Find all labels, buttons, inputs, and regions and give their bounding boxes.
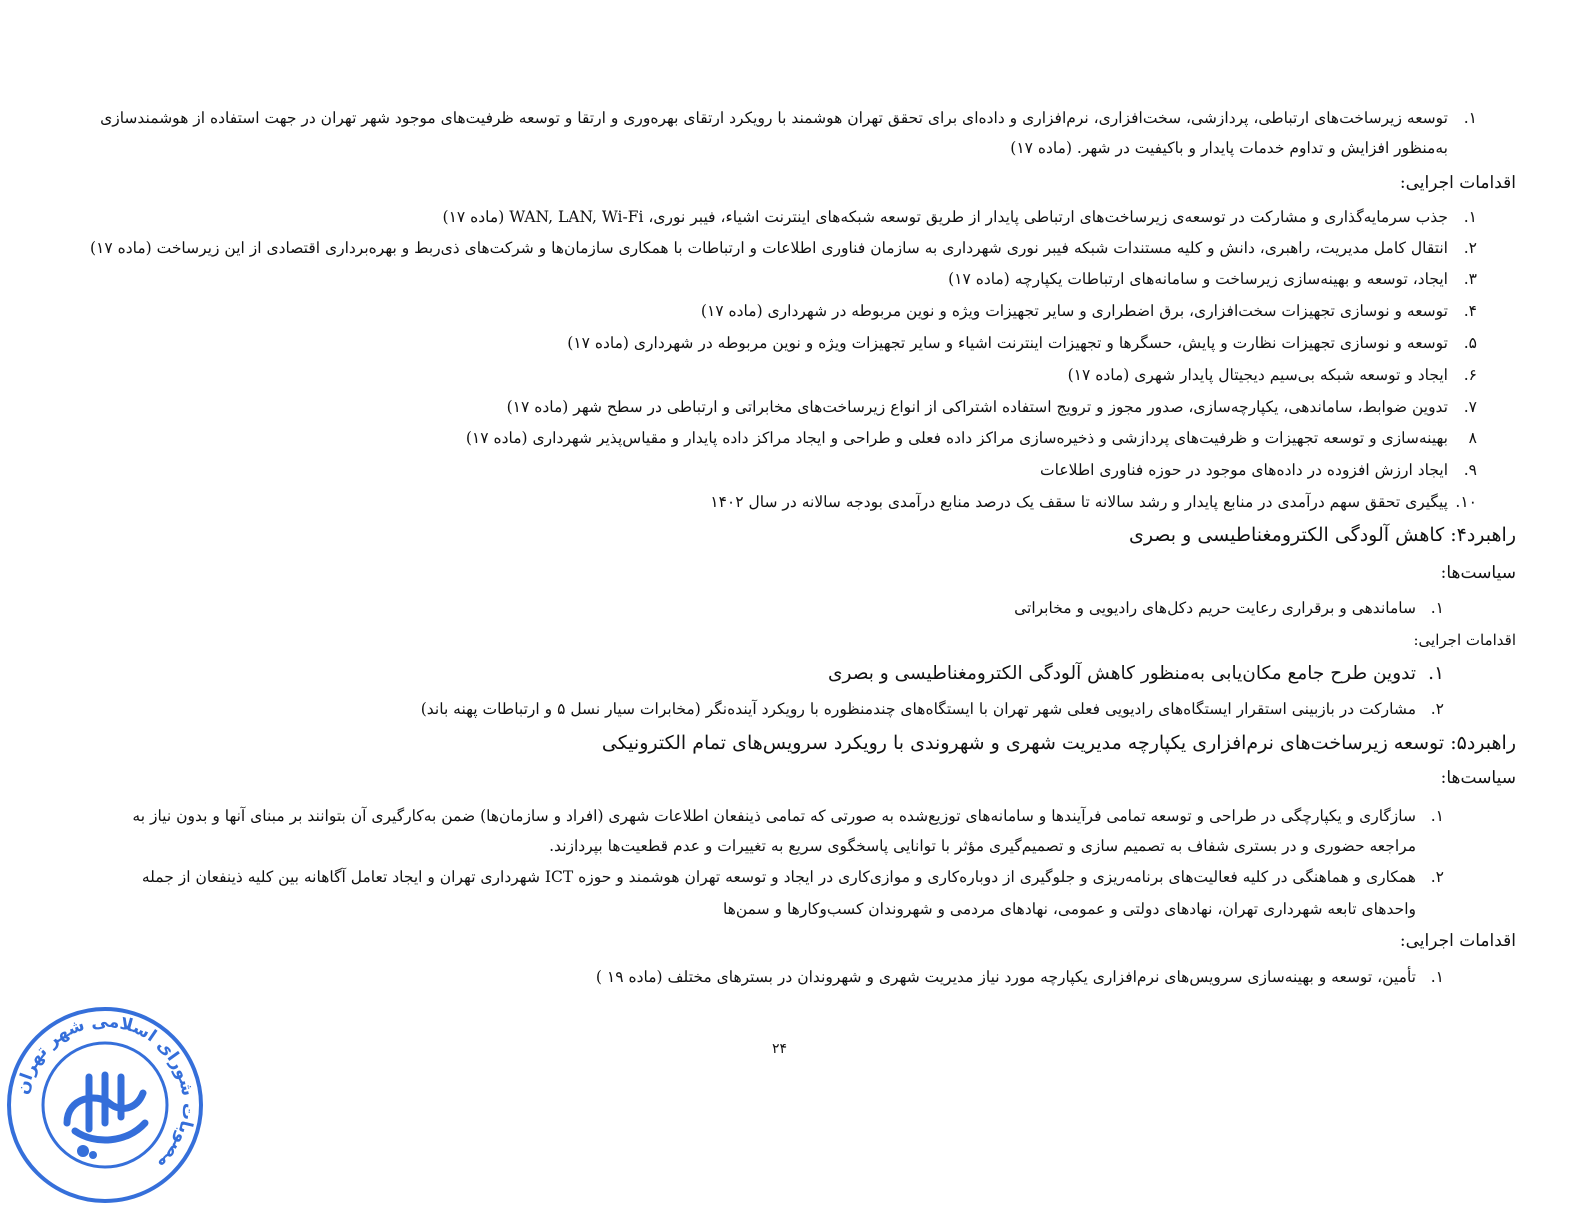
list-number: ۲.	[1430, 868, 1444, 886]
section-heading-policies: سیاست‌ها:	[1440, 563, 1516, 583]
list-number: ۸	[1468, 429, 1477, 447]
section-heading-actions: اقدامات اجرایی:	[1399, 173, 1516, 193]
list-item-text: سازگاری و یکپارچگی در طراحی و توسعه تمامی فرآیندها و سامانه‌های توزیع‌شده به صورتی که تمامی ذینفعان اطلاعات شهری (افراد و سازمان‌ها) ضمن به‌کارگیری آن بتوانند بر مبنای آنها و بدون نیاز به	[132, 807, 1416, 825]
list-number: ۱.	[1463, 109, 1477, 127]
list-item-text: توسعه و نوسازی تجهیزات نظارت و پایش، حسگرها و تجهیزات اینترنت اشیاء و سایر تجهیزات ویژه و نوین مربوطه در شهرداری (ماده ۱۷)	[567, 334, 1448, 352]
list-number: ۵.	[1463, 334, 1477, 352]
list-number: ۲.	[1430, 700, 1444, 718]
strategy-label: راهبرد۵:	[1450, 732, 1516, 754]
tehran-municipality-emblem-icon	[67, 1075, 145, 1140]
list-item-text: انتقال کامل مدیریت، راهبری، دانش و کلیه مستندات شبکه فیبر نوری شهرداری به سازمان فناوری اطلاعات و ارتباطات با همکاری سازمان‌ها و شرکت‌های ذی‌ربط و بهره‌برداری اقتصادی از این زیرساخت (ماده ۱۷)	[89, 239, 1448, 257]
page-number: ۲۴	[772, 1041, 788, 1057]
list-number: ۱.	[1428, 663, 1444, 684]
seal-text: مصوبات شورای اسلامی شهر تهران	[12, 1011, 199, 1174]
strategy-label: راهبرد۴:	[1450, 524, 1516, 546]
list-number: ۱.	[1430, 599, 1444, 617]
list-item-text: همکاری و هماهنگی در کلیه فعالیت‌های برنامه‌ریزی و جلوگیری از دوباره‌کاری و موازی‌کاری در ایجاد و توسعه تهران هوشمند و حوزه ICT شهرداری تهران و ایجاد تعامل آگاهانه بین کلیه ذینفعان از جمله	[141, 868, 1416, 886]
list-number: ۴.	[1463, 302, 1477, 320]
list-number: ۳.	[1463, 270, 1477, 288]
list-number: ۹.	[1463, 461, 1477, 479]
list-number: ۱.	[1430, 807, 1444, 825]
list-item-text: ایجاد، توسعه و بهینه‌سازی زیرساخت و سامانه‌های ارتباطات یکپارچه (ماده ۱۷)	[948, 270, 1448, 288]
section-heading-actions: اقدامات اجرایی:	[1399, 931, 1516, 951]
list-item-text: تدوین طرح جامع مکان‌یابی به‌منظور کاهش آلودگی الکترومغناطیسی و بصری	[828, 663, 1416, 684]
list-item-text: ساماندهی و برقراری رعایت حریم دکل‌های رادیویی و مخابراتی	[1014, 599, 1416, 617]
list-item-text: بهینه‌سازی و توسعه تجهیزات و ظرفیت‌های پردازشی و ذخیره‌سازی مراکز داده فعلی و طراحی و ایجاد مراکز داده پایدار و مقیاس‌پذیر شهرداری (ماده ۱۷)	[465, 429, 1448, 447]
list-item-text: مشارکت در بازبینی استقرار ایستگاه‌های رادیویی فعلی شهر تهران با ایستگاه‌های چندمنظوره با رویکرد آینده‌نگر (مخابرات سیار نسل ۵ و ارتباطات پهنه باند)	[420, 700, 1416, 718]
section-heading-policies: سیاست‌ها:	[1440, 768, 1516, 788]
list-item-text: جذب سرمایه‌گذاری و مشارکت در توسعه‌ی زیرساخت‌های ارتباطی پایدار از طریق توسعه شبکه‌های اینترنت اشیاء، فیبر نوری، WAN, LAN, Wi-Fi (ماده ۱۷)	[442, 208, 1448, 226]
list-number: ۱.	[1430, 968, 1444, 986]
strategy-title: کاهش آلودگی الکترومغناطیسی و بصری	[1128, 524, 1445, 546]
list-item-text: واحدهای تابعه شهرداری تهران، نهادهای دولتی و عمومی، نهادهای مردمی و شهروندان کسب‌وکارها و سمن‌ها	[722, 900, 1416, 918]
list-number: ۱.	[1463, 208, 1477, 226]
strategy-heading	[1129, 523, 1516, 547]
list-item-text: به‌منظور افزایش و تداوم خدمات پایدار و باکیفیت در شهر. (ماده ۱۷)	[1010, 139, 1448, 157]
strategy-title: توسعه زیرساخت‌های نرم‌افزاری یکپارچه مدیریت شهری و شهروندی با رویکرد سرویس‌های تمام الکترونیکی	[601, 732, 1445, 754]
list-item-text: پیگیری تحقق سهم درآمدی در منابع پایدار و رشد سالانه تا سقف یک درصد منابع درآمدی بودجه سالانه در سال ۱۴۰۲	[710, 493, 1448, 511]
strategy-heading	[602, 731, 1516, 755]
list-number: ۲.	[1463, 239, 1477, 257]
list-number: ۱۰.	[1455, 493, 1477, 511]
list-item-text: ایجاد و توسعه شبکه بی‌سیم دیجیتال پایدار شهری (ماده ۱۷)	[1067, 366, 1448, 384]
list-item-text: مراجعه حضوری و در بستری شفاف به تصمیم سازی و تصمیم‌گیری مؤثر با توانایی پاسخگوی سریع به تغییرات و عدم قطعیت‌ها بپردازند.	[549, 837, 1416, 855]
list-item-text: ایجاد ارزش افزوده در داده‌های موجود در حوزه فناوری اطلاعات	[1040, 461, 1448, 479]
list-item-text: تدوین ضوابط، ساماندهی، یکپارچه‌سازی، صدور مجوز و ترویج استفاده اشتراکی از انواع زیرساخت‌های مخابراتی و ارتباطی در سطح شهر (ماده ۱۷)	[506, 398, 1448, 416]
council-seal-icon	[5, 1005, 205, 1205]
list-number: ۷.	[1463, 398, 1477, 416]
list-item-text: تأمین، توسعه و بهینه‌سازی سرویس‌های نرم‌افزاری یکپارچه مورد نیاز مدیریت شهری و شهروندان در بسترهای مختلف (ماده ۱۹ )	[595, 968, 1416, 986]
section-heading-actions: اقدامات اجرایی:	[1413, 631, 1516, 649]
list-item-text: توسعه و نوسازی تجهیزات سخت‌افزاری، برق اضطراری و سایر تجهیزات ویژه و نوین مربوطه در شهرداری (ماده ۱۷)	[700, 302, 1448, 320]
list-number: ۶.	[1463, 366, 1477, 384]
list-item-text: توسعه زیرساخت‌های ارتباطی، پردازشی، سخت‌افزاری، نرم‌افزاری و داده‌ای برای تحقق تهران هوشمند با رویکرد ارتقای بهره‌وری و ارتقا و توسعه ظرفیت‌های موجود شهر تهران در جهت استفاده از هوشمندسازی	[100, 109, 1448, 127]
